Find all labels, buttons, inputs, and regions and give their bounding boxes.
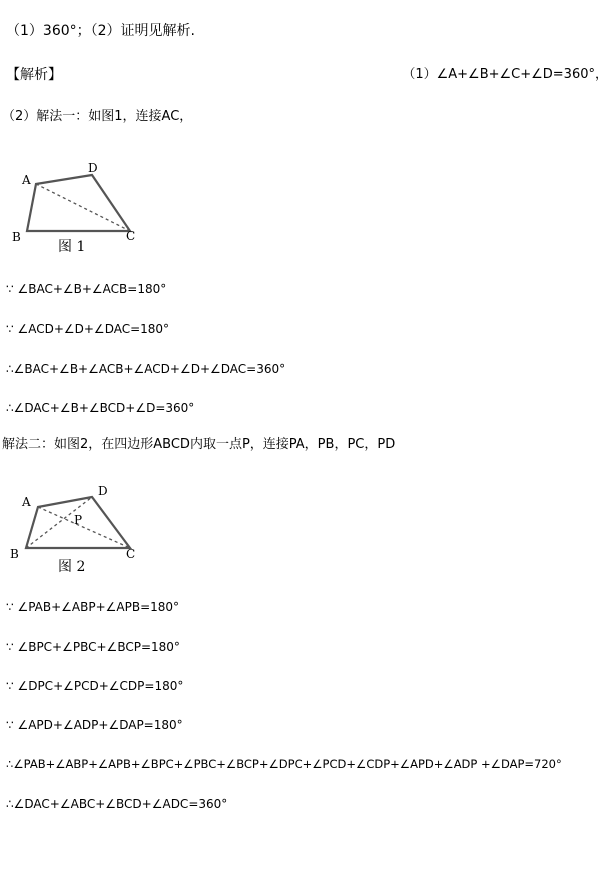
method2-step: ∵ ∠BPC+∠PBC+∠BCP=180° xyxy=(6,640,180,654)
method2-step: ∵ ∠PAB+∠ABP+∠APB=180° xyxy=(6,600,180,614)
diagonal-ac xyxy=(36,184,130,231)
figure-2-diagram xyxy=(0,478,160,578)
quadrilateral-abcd xyxy=(27,175,130,231)
analysis-header: 【解析】 xyxy=(6,67,62,83)
point-label-p: P xyxy=(74,513,83,527)
method2-step: ∴∠DAC+∠ABC+∠BCD+∠ADC=360° xyxy=(6,797,228,811)
point-label-c: C xyxy=(126,229,136,243)
method2-step: ∵ ∠DPC+∠PCD+∠CDP=180° xyxy=(6,679,184,693)
method2-step: ∴∠PAB+∠ABP+∠APB+∠BPC+∠PBC+∠BCP+∠DPC+∠PCD+∠CDP+∠APD+∠ADP +∠DAP=720° xyxy=(6,757,562,771)
point-label-a: A xyxy=(22,495,31,509)
method1-step: ∴∠BAC+∠B+∠ACB+∠ACD+∠D+∠DAC=360° xyxy=(6,362,286,376)
segment-pb-pd xyxy=(26,497,92,548)
method1-intro: （2）解法一：如图1，连接AC， xyxy=(2,109,193,124)
point-label-a: A xyxy=(22,173,31,187)
point-label-c: C xyxy=(126,547,136,561)
figure-1-diagram xyxy=(0,150,160,260)
part1-statement: （1）∠A+∠B+∠C+∠D=360°， xyxy=(402,67,608,82)
method2-intro: 解法二：如图2，在四边形ABCD内取一点P，连接PA，PB，PC，PD xyxy=(2,437,396,452)
point-label-d: D xyxy=(98,484,108,498)
method1-step: ∵ ∠ACD+∠D+∠DAC=180° xyxy=(6,322,170,336)
answer-line: （1）360°；（2）证明见解析. xyxy=(6,23,195,39)
figure-2-caption: 图 2 xyxy=(58,559,86,575)
method2-step: ∵ ∠APD+∠ADP+∠DAP=180° xyxy=(6,718,183,732)
method1-step: ∴∠DAC+∠B+∠BCD+∠D=360° xyxy=(6,401,195,415)
point-label-b: B xyxy=(12,230,21,244)
point-label-b: B xyxy=(10,547,19,561)
method1-step: ∵ ∠BAC+∠B+∠ACB=180° xyxy=(6,282,167,296)
figure-1-caption: 图 1 xyxy=(58,239,86,255)
point-label-d: D xyxy=(88,161,98,175)
